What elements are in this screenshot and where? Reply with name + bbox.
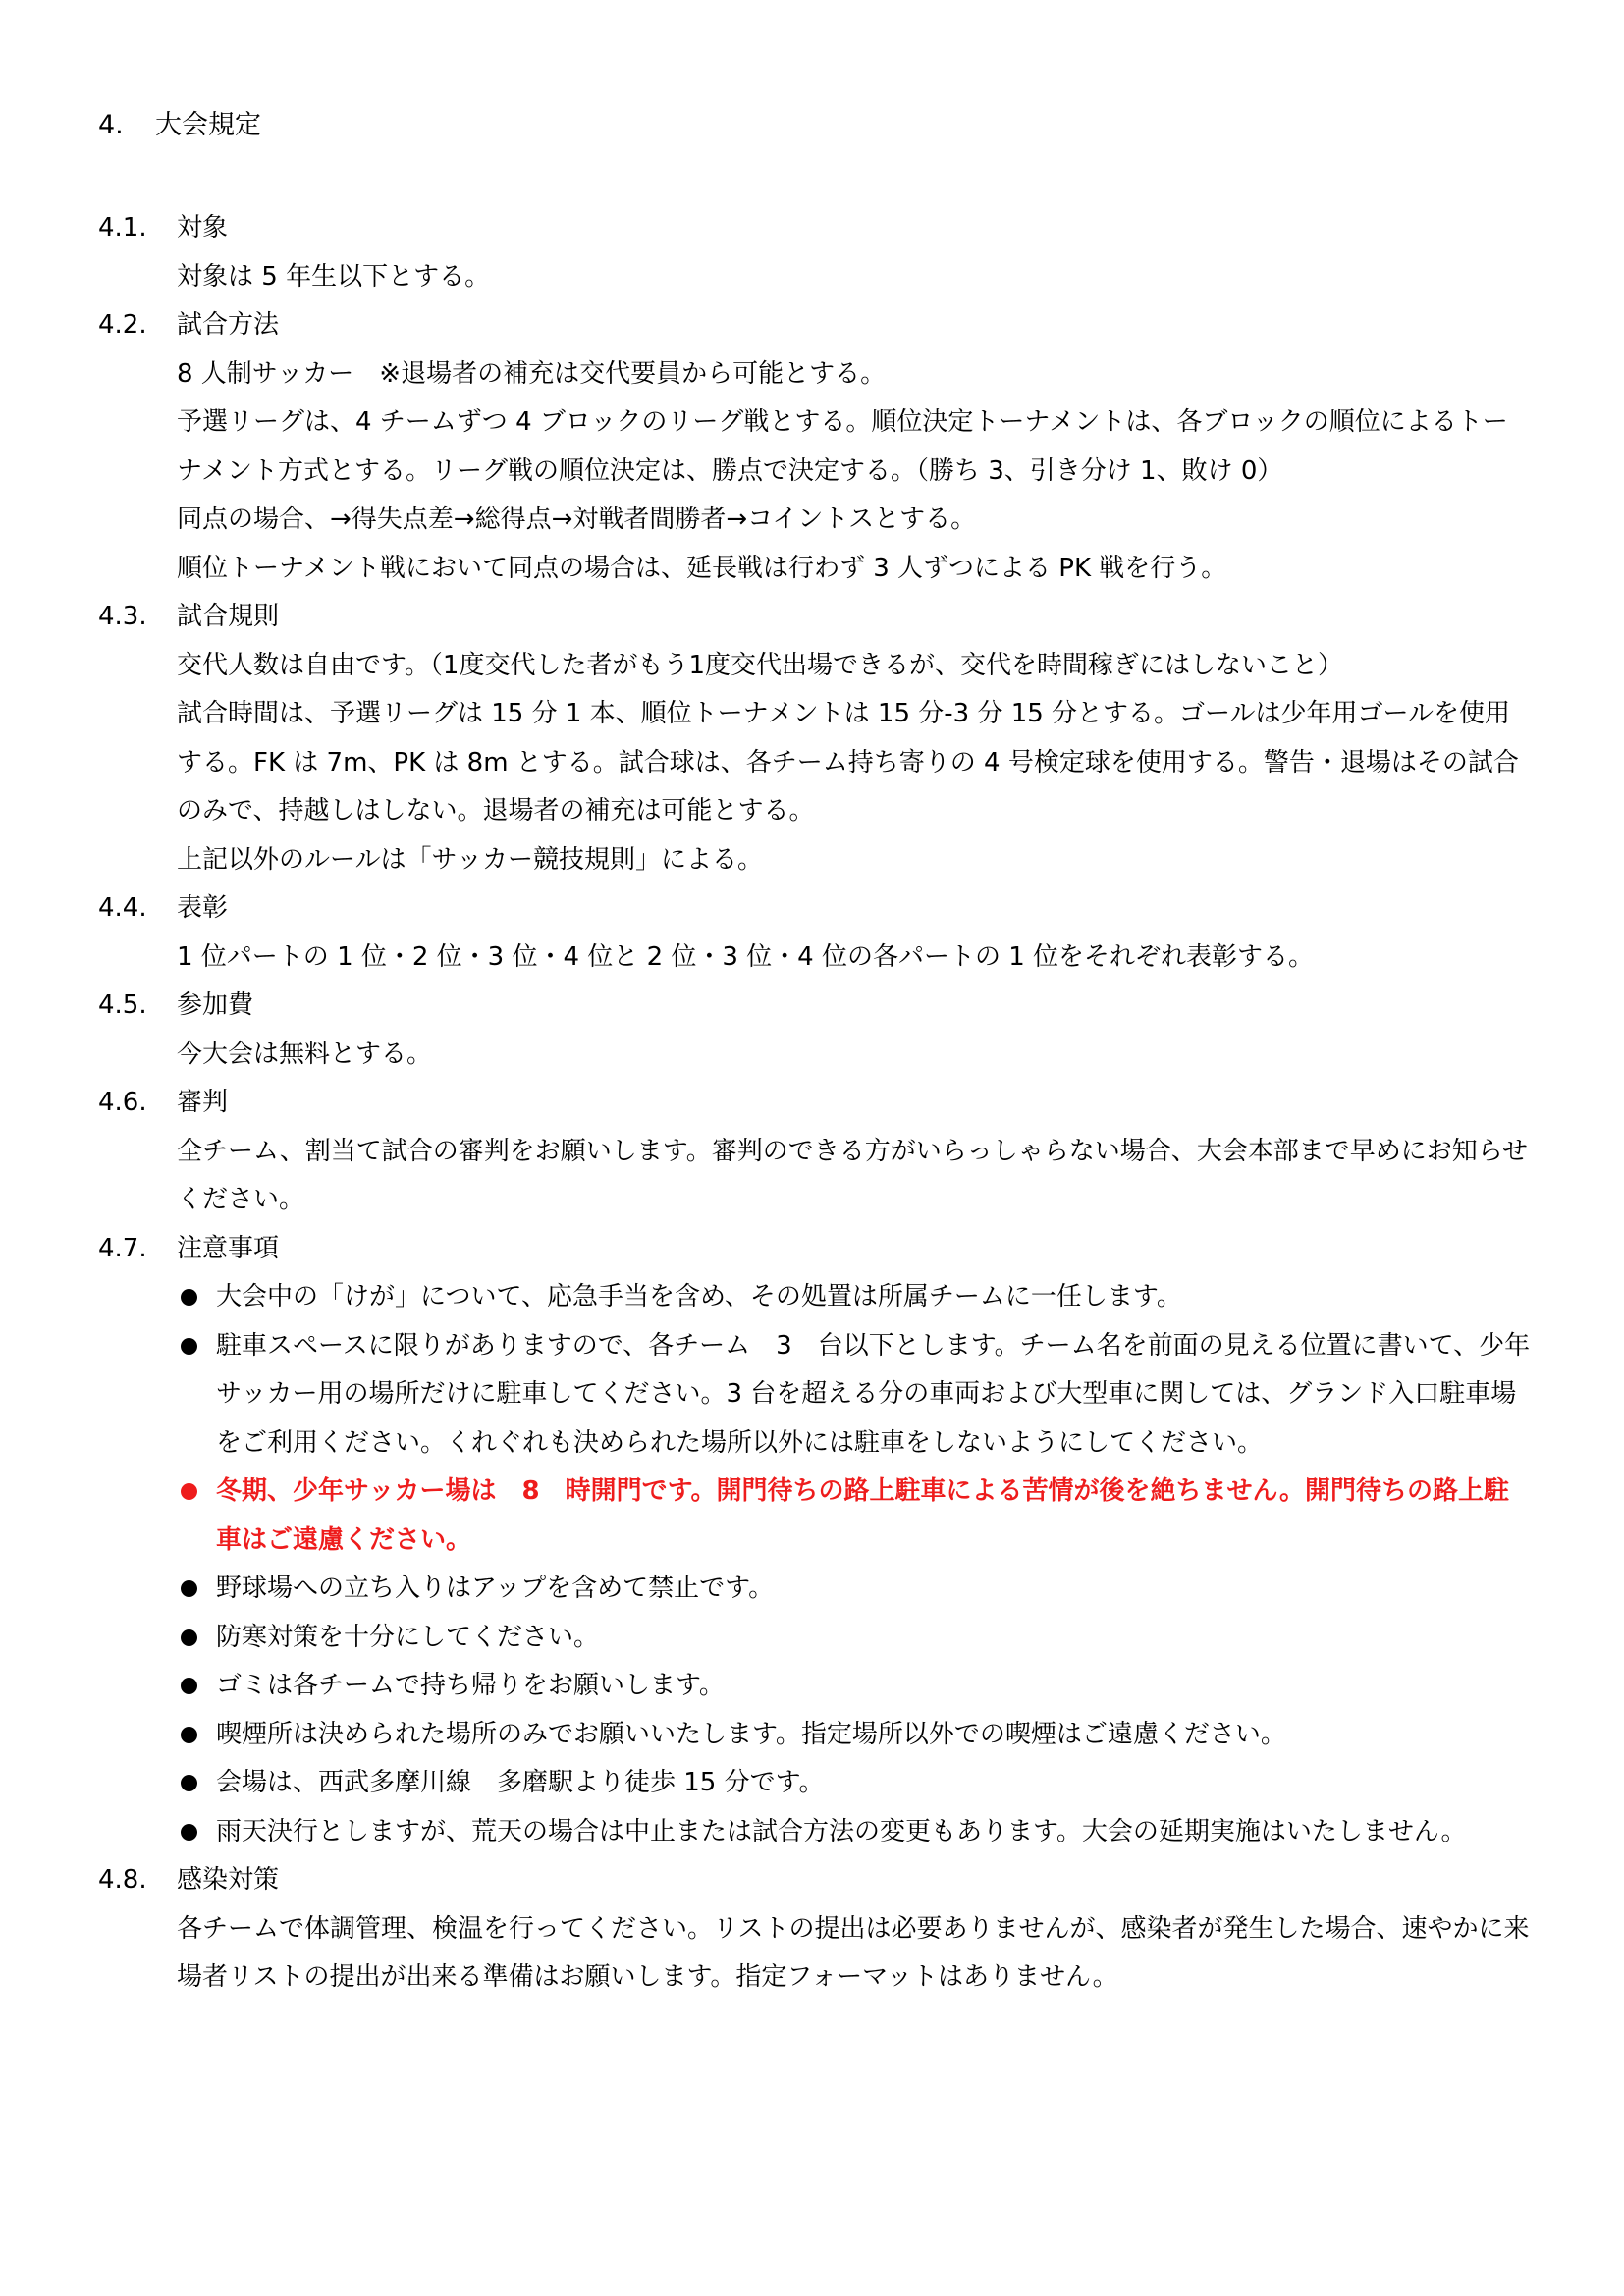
document-heading [98,106,261,145]
bullet-icon [181,1338,197,1355]
section [98,1856,1532,2002]
section-title: 対象 [177,213,229,242]
section-heading [98,204,1532,253]
section-title: 審判 [177,1088,229,1117]
section-paragraph: 順位トーナメント戦において同点の場合は、延長戦は行わず 3 人ずつによる PK 戦を行う。 [177,553,1227,583]
section-paragraph: 同点の場合、→得失点差→総得点→対戦者間勝者→コイントスとする。 [177,505,977,534]
rule-sections [98,204,1532,2002]
section-number: 4.8. [98,1865,147,1895]
bullet-icon [181,1775,197,1791]
bullet-icon [181,1483,197,1500]
notice-item [177,1759,1532,1808]
section-number: 4.1. [98,213,147,242]
notice-text: 喫煙所は決められた場所のみでお願いいたします。指定場所以外での喫煙はご遠慮ください。 [216,1719,1286,1749]
notice-item [177,1565,1532,1614]
section-paragraph: 対象は 5 年生以下とする。 [177,261,491,292]
section-paragraph: 全チーム、割当て試合の審判をお願いします。審判のできる方がいらっしゃらない場合、大会本部まで早めにお知らせください。 [177,1136,1528,1214]
section-body [177,1128,1532,1225]
bullet-icon [181,1727,197,1743]
section-paragraph: 試合時間は、予選リーグは 15 分 1 本、順位トーナメントは 15 分-3 分 15 分とする。ゴールは少年用ゴールを使用する。FK は 7m、PK は 8m とする。試合球は、各チーム持ち寄りの 4 号検定球を使用する。警告・退場はその試合のみで、持越しはしない。退場者の補充は可能とする。 [177,699,1519,826]
section-number: 4.4. [98,893,147,923]
section [98,1079,1532,1225]
notice-item [177,1711,1532,1760]
section-body [177,253,1532,302]
section-paragraph: 上記以外のルールは「サッカー競技規則」による。 [177,844,763,875]
section-paragraph: 各チームで体調管理、検温を行ってください。リストの提出は必要ありませんが、感染者が発生した場合、速やかに来場者リストの提出が出来る準備はお願いします。指定フォーマットはありません。 [177,1913,1530,1992]
section-body [177,642,1532,885]
section-title: 注意事項 [177,1233,280,1263]
notice-text: 雨天決行としますが、荒天の場合は中止または試合方法の変更もあります。大会の延期実施はいたしません。 [216,1816,1467,1846]
notice-text: 防寒対策を十分にしてください。 [216,1622,600,1652]
notice-item [177,1273,1532,1322]
notice-text: 野球場への立ち入りはアップを含めて禁止です。 [216,1574,775,1603]
section-number: 4.6. [98,1088,147,1117]
notice-item [177,1468,1532,1565]
notice-list [177,1273,1532,1856]
bullet-icon [181,1629,197,1646]
section-heading [98,1856,1532,1905]
section-number: 4.3. [98,602,147,631]
section [98,982,1532,1079]
notice-item [177,1808,1532,1857]
section-paragraph: 8 人制サッカー ※退場者の補充は交代要員から可能とする。 [177,358,887,389]
section-number: 4.7. [98,1233,147,1263]
section-heading [98,982,1532,1031]
bullet-icon [181,1678,197,1694]
notice-text: 会場は、西武多摩川線 多磨駅より徒歩 15 分です。 [216,1768,825,1797]
section [98,1225,1532,1857]
section [98,884,1532,982]
section-number: 4.2. [98,310,147,340]
section [98,593,1532,884]
section-heading [98,593,1532,642]
section-paragraph: 1 位パートの 1 位・2 位・3 位・4 位と 2 位・3 位・4 位の各パートの 1 位をそれぞれ表彰する。 [177,941,1315,972]
section-body [177,350,1532,594]
section-heading [98,301,1532,350]
section-paragraph: 交代人数は自由です。（1度交代した者がもう1度交代出場できるが、交代を時間稼ぎにはしないこと） [177,650,1344,680]
notice-text: ゴミは各チームで持ち帰りをお願いします。 [216,1671,725,1700]
bullet-icon [181,1289,197,1306]
section-heading [98,1079,1532,1128]
heading-title: 大会規定 [155,110,261,140]
notice-text: 大会中の「けが」について、応急手当を含め、その処置は所属チームに一任します。 [216,1282,1182,1311]
notice-item [177,1662,1532,1711]
notice-text: 冬期、少年サッカー場は 8 時開門です。開門待ちの路上駐車による苦情が後を絶ちません。開門待ちの路上駐車はご遠慮ください。 [216,1476,1510,1555]
section-title: 参加費 [177,990,254,1020]
bullet-icon [181,1580,197,1597]
section-paragraph: 予選リーグは、4 チームずつ 4 ブロックのリーグ戦とする。順位決定トーナメントは、各ブロックの順位によるトーナメント方式とする。リーグ戦の順位決定は、勝点で決定する。（勝ち 3、引き分け 1、敗け 0） [177,407,1508,486]
heading-number: 4. [98,110,124,140]
section-number: 4.5. [98,990,147,1020]
bullet-icon [181,1824,197,1841]
section-body [177,934,1532,983]
section-paragraph: 今大会は無料とする。 [177,1039,433,1069]
section-heading [98,884,1532,934]
notice-text: 駐車スペースに限りがありますので、各チーム 3 台以下とします。チーム名を前面の見える位置に書いて、少年サッカー用の場所だけに駐車してください。3 台を超える分の車両および大型車に関しては、グランド入口駐車場をご利用ください。くれぐれも決められた場所以外には駐車をしないようにしてください。 [216,1330,1531,1458]
section-heading [98,1225,1532,1274]
section-title: 表彰 [177,893,229,923]
notice-item [177,1322,1532,1468]
section [98,204,1532,301]
notice-item [177,1614,1532,1663]
section-body [177,1031,1532,1080]
section [98,301,1532,593]
section-title: 感染対策 [177,1865,280,1895]
section-title: 試合方法 [177,310,280,340]
section-title: 試合規則 [177,602,280,631]
section-body [177,1905,1532,2002]
